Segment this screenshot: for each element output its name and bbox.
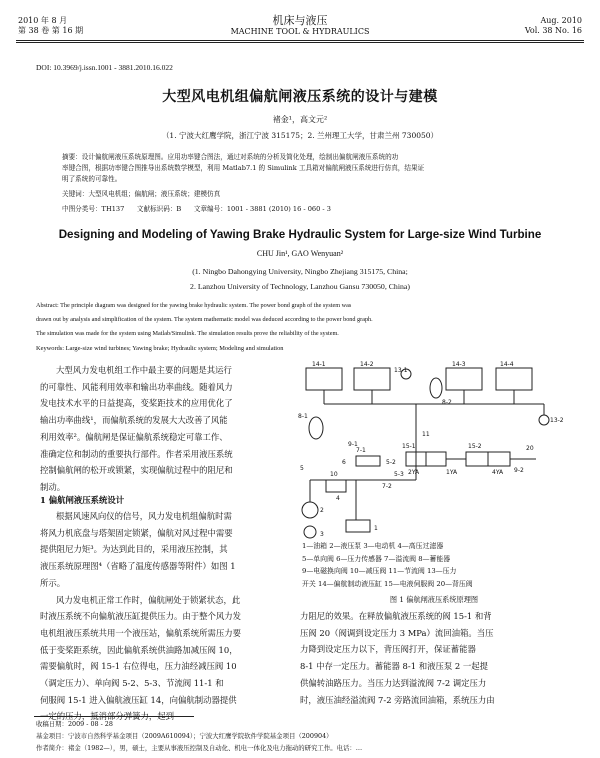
svg-text:2: 2 <box>320 507 324 514</box>
body-line: 力降到设定压力以下，背压阀打开，保证蓄能器 <box>300 644 476 655</box>
abstract-en-line: The simulation was made for the system using Matlab/Simulink. The simulation results prove the reliability of the system. <box>36 330 339 337</box>
body-line: 输出功率曲线¹，而偏航系统的发展大大改善了风能 <box>40 415 228 426</box>
body-line: 将风力机底盘与塔架固定锁紧，偏航对风过程中需要 <box>40 527 233 538</box>
body-line: 液压系统原理图⁴（省略了温度传感器等附件）如图 1 <box>40 561 236 572</box>
svg-text:10: 10 <box>330 471 338 478</box>
footnotes <box>36 718 576 754</box>
cylinder-14-2 <box>354 368 390 390</box>
body-line: 的可靠性、风能利用效率和输出功率曲线。随着风力 <box>40 381 233 392</box>
svg-text:14-2: 14-2 <box>360 361 374 368</box>
footnote-rule <box>34 716 194 717</box>
abstract-en <box>36 299 576 341</box>
legend-line: 5—单向阀 6—压力传感器 7—溢流阀 8—蓄能器 <box>302 554 451 563</box>
header-left <box>18 16 83 36</box>
funding: 基金项目：宁波市自然科学基金项目（2009A610094）；宁波大红鹰学院软件学院基金项目（200904） <box>36 732 333 740</box>
body-line: 发电技术水平的日益提高，变桨距技术的应用优化了 <box>40 398 233 409</box>
body-line: 伺服阀 15-1 进入偏航液压缸 14，向偏航制动器提供 <box>40 694 237 705</box>
received-date: 收稿日期：2009 - 08 - 28 <box>36 720 113 728</box>
doi: DOI: 10.3969/j.issn.1001 - 3881.2010.16.022 <box>36 63 173 72</box>
svg-text:4YA: 4YA <box>492 469 504 476</box>
affiliation-en-line: 2. Lanzhou University of Technology, Lanzhou Gansu 730050, China) <box>190 282 410 291</box>
svg-text:15-2: 15-2 <box>468 443 482 450</box>
figure-caption: 图 1 偏航闸液压系统原理图 <box>389 595 479 604</box>
pressure-switch-13-2 <box>539 415 549 425</box>
body-line: 所示。 <box>40 577 66 588</box>
intro-text <box>40 362 286 496</box>
pump-2 <box>302 502 318 518</box>
header-rule <box>16 40 584 41</box>
body-line: 根据风速风向仪的信号，风力发电机组偏航时需 <box>56 511 232 521</box>
legend-line: 9—电磁换向阀 10—减压阀 11—节流阀 13—压力 <box>302 567 457 575</box>
svg-text:2YA: 2YA <box>408 469 420 476</box>
motor-3 <box>304 526 316 538</box>
body-line: 低于变桨距系统，因此偏航系统供油路加减压阀 10， <box>40 644 238 655</box>
body-line: 需要偏航时，阀 15-1 右位得电，压力油经减压阀 10 <box>40 661 237 672</box>
svg-text:5: 5 <box>300 465 304 472</box>
body-line: 利用效率²。偏航闸是保证偏航系统稳定可靠工作、 <box>40 431 228 442</box>
keywords-cn: 关键词：大型风电机组；偏航闸；液压系统；建模仿真 <box>62 190 221 198</box>
body-line: 压阀 20（阀调到设定压力 3 MPa）流回油箱。当压 <box>300 627 494 638</box>
classification-cn: 中图分类号：TH137 文献标识码：B 文章编号：1001 - 3881 (2010) 16 - 060 - 3 <box>62 205 331 213</box>
section-1-heading: 1 偏航闸液压系统设计 <box>40 495 125 505</box>
affiliations-en <box>0 264 600 294</box>
svg-text:9-1: 9-1 <box>348 441 358 448</box>
body-line: 一定的压力，抵消部分弹簧力，起到 <box>40 711 174 722</box>
svg-text:9-2: 9-2 <box>514 467 524 474</box>
affiliations-cn: （1. 宁波大红鹰学院，浙江宁波 315175；2. 兰州理工大学，甘肃兰州 730050） <box>161 131 439 140</box>
legend-line: 1—油箱 2—液压泵 3—电动机 4—高压过滤器 <box>302 542 444 550</box>
cylinder-14-4 <box>496 368 532 390</box>
journal-name-en: MACHINE TOOL & HYDRAULICS <box>230 27 370 36</box>
body-line: 大型风力发电机组工作中最主要的问题是其运行 <box>56 365 232 375</box>
svg-text:20: 20 <box>526 445 534 452</box>
svg-text:14-1: 14-1 <box>312 361 326 368</box>
svg-text:4: 4 <box>336 495 340 502</box>
body-line: 控制偏航闸的松开或锁紧，实现偏航过程中的阻尼和 <box>40 465 233 476</box>
body-line: 电机组液压系统共用一个液压站，偏航系统所需压力要 <box>40 627 241 638</box>
svg-text:14-3: 14-3 <box>452 361 466 368</box>
header-center <box>200 14 400 37</box>
body-line: 风力发电机正常工作时，偏航闸处于锁紧状态，此 <box>56 594 241 605</box>
cylinder-14-3 <box>446 368 482 390</box>
authors-en: CHU Jin¹, GAO Wenyuan² <box>256 249 344 258</box>
section-1-text <box>40 508 286 725</box>
body-line: 制动。 <box>40 481 66 492</box>
legend-line: 开关 14—偏航制动液压缸 15—电液伺服阀 20—背压阀 <box>302 579 473 588</box>
affiliation-en-line: (1. Ningbo Dahongying University, Ningbo Zhejiang 315175, China; <box>192 267 408 276</box>
journal-name-cn: 机床与液压 <box>272 14 328 27</box>
abstract-cn <box>62 152 572 185</box>
svg-text:7-2: 7-2 <box>382 483 392 490</box>
body-line: （调定压力）、单向阀 5-2、5-3、节流阀 11-1 和 <box>40 678 224 689</box>
abstract-cn-line: 摘要：设计偏航闸液压系统原理图。应用功率键合图法，通过对系统的分析及简化处理，绘制出偏航闸液压系统的功 <box>62 153 399 161</box>
volume-issue-en: Vol. 38 No. 16 <box>524 26 582 35</box>
cylinder-14-1 <box>306 368 342 390</box>
body-line: 时，液压油经溢流阀 7-2 旁路流回油箱，系统压力由 <box>300 694 495 705</box>
accumulator-8-2 <box>430 378 442 398</box>
abstract-en-line: drawn out by analysis and simplification of the system. The system mathematic model was deduced according to the power bond graph. <box>36 316 373 323</box>
svg-text:5-2: 5-2 <box>386 459 396 466</box>
svg-text:8-2: 8-2 <box>442 399 452 406</box>
tank-1 <box>346 520 370 532</box>
header-rule-2 <box>16 42 584 43</box>
svg-text:1: 1 <box>374 525 378 532</box>
svg-text:3: 3 <box>320 531 324 538</box>
svg-text:13-2: 13-2 <box>550 417 564 424</box>
svg-text:8-1: 8-1 <box>298 413 308 420</box>
issue-date-en: Aug. 2010 <box>540 16 582 25</box>
relief-valve-7-1 <box>356 456 380 466</box>
svg-text:15-1: 15-1 <box>402 443 416 450</box>
abstract-cn-line: 明了系统的可靠性。 <box>62 175 122 183</box>
keywords-en: Keywords: Large-size wind turbines; Yawing brake; Hydraulic system; Modeling and simulation <box>36 345 284 352</box>
svg-text:11: 11 <box>422 431 430 438</box>
reducing-valve-10 <box>326 480 346 492</box>
header-right <box>525 16 582 36</box>
body-line: 8-1 中存一定压力。蓄能器 8-1 和液压泵 2 一起提 <box>300 661 488 672</box>
hydraulic-schematic <box>296 360 566 540</box>
svg-text:6: 6 <box>342 459 346 466</box>
body-line: 准确定位和制动的重要执行部件。作者采用液压系统 <box>40 448 233 459</box>
paper-title-en: Designing and Modeling of Yawing Brake Hydraulic System for Large-size Wind Turbine <box>58 228 542 241</box>
accumulator-8-1 <box>309 417 323 439</box>
author-bio: 作者简介：褚金（1982—），男，硕士，主要从事液压控制及自动化、机电一体化及电力拖动的研究工作。电话：… <box>36 744 363 752</box>
volume-issue-cn: 第 38 卷 第 16 期 <box>18 26 84 35</box>
authors-cn: 褚金¹，高文元² <box>272 115 328 124</box>
svg-text:7-1: 7-1 <box>356 447 366 454</box>
abstract-cn-line: 率键合图，根据功率键合图推导出系统数学模型，利用 Matlab7.1 的 Simulink 工具箱对偏航闸液压系统进行仿真，结果证 <box>62 164 425 172</box>
body-line: 提供阻尼力矩³。为达到此目的，采用液压控制，其 <box>40 544 228 555</box>
figure-legend <box>302 540 572 590</box>
body-line: 力阻尼的效果。在释放偏航液压系统的阀 15-1 和背 <box>300 611 492 621</box>
svg-text:14-4: 14-4 <box>500 361 514 368</box>
issue-date: 2010 年 8 月 <box>18 16 68 25</box>
svg-text:5-3: 5-3 <box>394 471 404 478</box>
right-column-text <box>300 608 574 708</box>
body-line: 供偏转油路压力。当压力达到溢流阀 7-2 调定压力 <box>300 677 487 688</box>
paper-title-cn: 大型风电机组偏航闸液压系统的设计与建模 <box>162 89 438 105</box>
svg-text:13-1: 13-1 <box>394 367 408 374</box>
abstract-en-line: Abstract: The principle diagram was designed for the yawing brake hydraulic system. The power bond graph of the system was <box>36 302 352 309</box>
svg-text:1YA: 1YA <box>446 469 458 476</box>
body-line: 时液压系统不向偏航液压缸提供压力。由于整个风力发 <box>40 611 241 622</box>
